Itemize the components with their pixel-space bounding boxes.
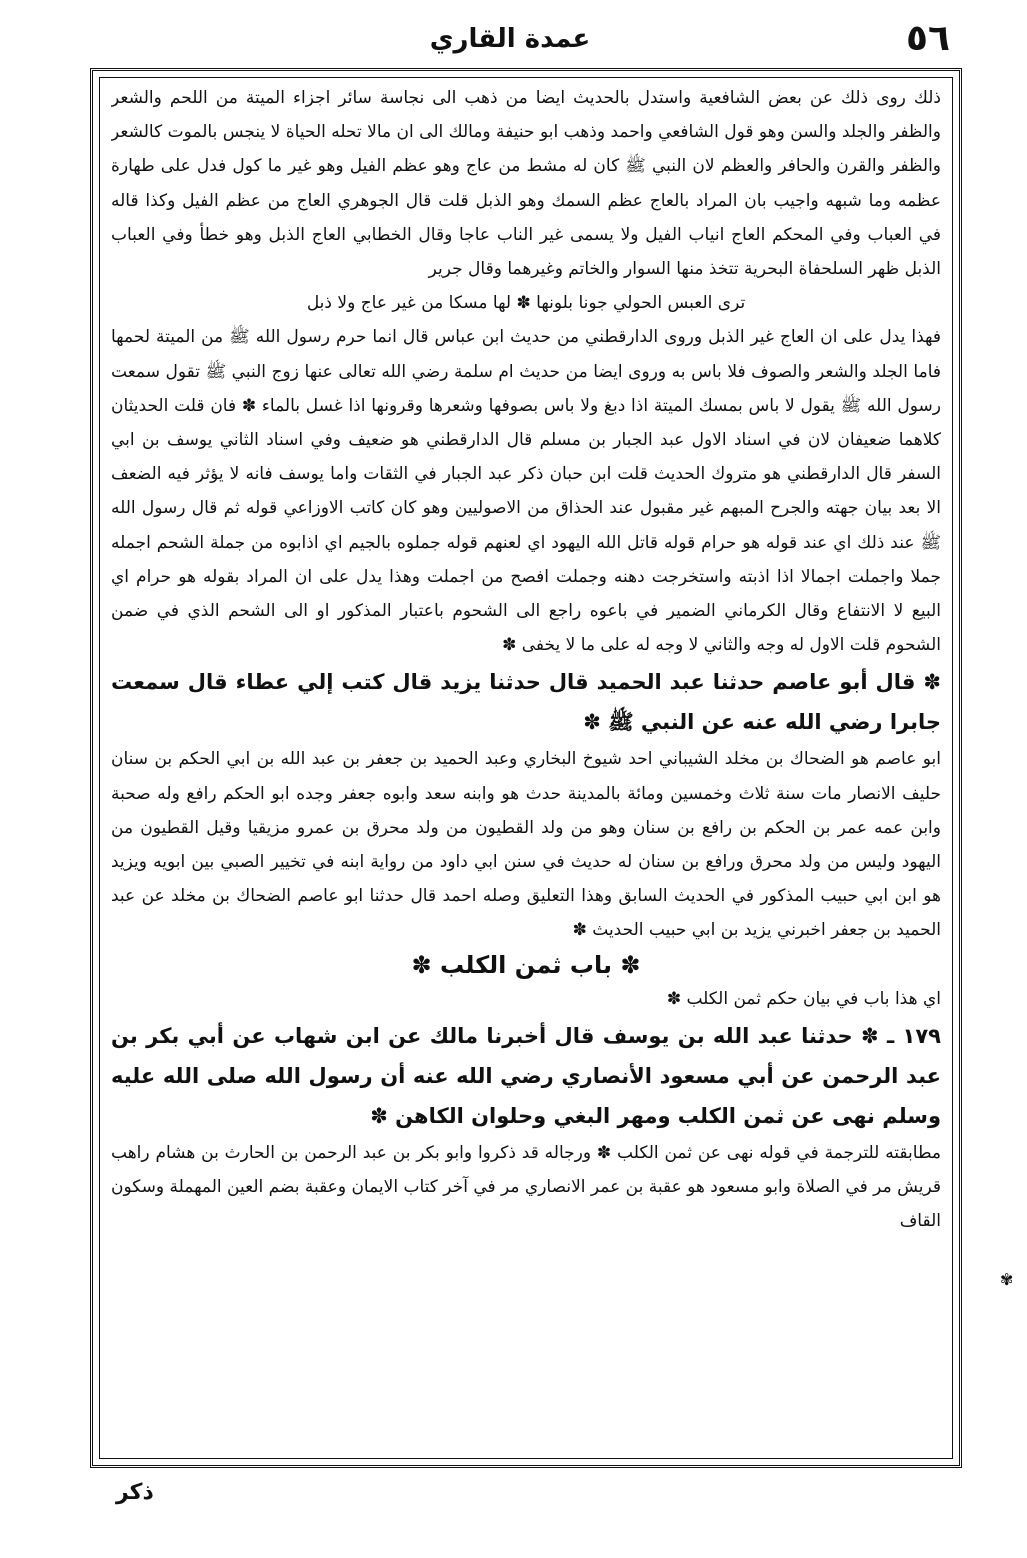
poetry-verse: ترى العبس الحولي جونا بلونها ✽ لها مسكا من غير عاج ولا ذبل [306,293,746,314]
page-number: ٥٦ [906,18,950,59]
chapter-heading: ✽ باب ثمن الكلب ✽ [411,950,641,979]
commentary-paragraph-4: مطابقته للترجمة في قوله نهى عن ثمن الكلب ✽ ورجاله قد ذكروا وابو بكر بن عبد الرحمن بن الحارث بن هشام راهب قريش مر في الصلاة وابو مسعود هو عقبة بن عمر الانصاري مر في آخر كتاب الايمان وعقبة بضم العين المهملة وسكون القاف [111,1143,941,1232]
page-header [70,18,950,62]
commentary-paragraph-1: ذلك روى ذلك عن بعض الشافعية واستدل بالحديث ايضا من ذهب الى نجاسة سائر اجزاء الميتة من اللحم والشعر والظفر والجلد والسن وهو قول الشافعي واحمد وذهب ابو حنيفة ومالك الى ان مالا تحله الحياة لا ينجس بالموت كالشعر والظفر والقرن والحافر والعظم لان النبي ﷺ كان له مشط من عاج وهو عظم الفيل وهو غير ما كول فدل على طهارة عظمه وما شبهه واجيب بان المراد بالعاج عظم السمك وهو الذبل قلت قال الجوهري العاج من عظم الفيل وكذا قاله في العباب وفي المحكم العاج انياب الفيل ولا يسمى غير الناب عاجا وقال الخطابي العاج الذبل وهو خطأ وفي العباب الذبل ظهر السلحفاة البحرية تتخذ منها السوار والخاتم وغيرهما وقال جرير [111,88,941,280]
text-frame [90,68,962,1468]
margin-ornament-icon: ✾ [1000,1270,1014,1289]
catchword: ذكر [116,1480,154,1505]
running-title: عمدة القاري [429,24,591,54]
page-body [111,81,941,1455]
hadith-text-1: ✽ قال أبو عاصم حدثنا عبد الحميد قال حدثنا يزيد قال كتب إلي عطاء قال سمعت جابرا رضي الله عنه عن النبي ﷺ ✽ [111,670,941,735]
commentary-paragraph-3: ابو عاصم هو الضحاك بن مخلد الشيباني احد شيوخ البخاري وعبد الحميد بن جعفر بن عبد الله بن ابي الحكم بن سنان حليف الانصار مات سنة ثلاث وخمسين ومائة بالمدينة حدث هو وابنه سعد وابوه جعفر وجده ابو الحكم رافع وله صحبة وابن عمه عمر بن الحكم بن رافع بن سنان وهو من ولد القطيون من ولد محرق بن عمرو مزيقيا وقيل القطيون من اليهود وليس من ولد محرق ورافع بن سنان له حديث في سنن ابي داود من رواية ابنه في تخيير الصبي بين ابويه ويزيد هو ابن ابي حبيب المذكور في الحديث السابق وهذا التعليق وصله احمد قال حدثنا ابو عاصم الضحاك بن مخلد عن عبد الحميد بن جعفر اخبرني يزيد بن ابي حبيب الحديث ✽ [111,749,941,941]
hadith-text-2: ١٧٩ ـ ✽ حدثنا عبد الله بن يوسف قال أخبرنا مالك عن ابن شهاب عن أبي بكر بن عبد الرحمن عن أبي مسعود الأنصاري رضي الله عنه أن رسول الله صلى الله عليه وسلم نهى عن ثمن الكلب ومهر البغي وحلوان الكاهن ✽ [111,1024,941,1129]
chapter-explanation: اي هذا باب في بيان حكم ثمن الكلب ✽ [666,988,941,1009]
commentary-paragraph-2: فهذا يدل على ان العاج غير الذبل وروى الدارقطني من حديث ابن عباس قال انما حرم رسول الله ﷺ من الميتة لحمها فاما الجلد والشعر والصوف فلا باس به وروى ايضا من حديث ام سلمة رضي الله تعالى عنها زوج النبي ﷺ تقول سمعت رسول الله ﷺ يقول لا باس بمسك الميتة اذا دبغ ولا باس بصوفها وشعرها وقرونها اذا غسل بالماء ✽ فان قلت الحديثان كلاهما ضعيفان لان في اسناد الاول عبد الجبار بن مسلم قال الدارقطني هو ضعيف وفي اسناد الثاني يوسف بن ابي السفر قال الدارقطني هو متروك الحديث قلت ابن حبان ذكر عبد الجبار في الثقات واما يوسف فانه لا يؤثر فيه الضعف الا بعد بيان جهته والجرح المبهم غير مقبول عند الحذاق من الاصوليين وهو كان كاتب الاوزاعي قوله ثم قال رسول الله ﷺ عند ذلك اي عند قوله هو حرام قوله قاتل الله اليهود اي لعنهم قوله جملوه بالجيم اي اذابوه من جملة الشحم اجمله جملا واجملت اجمالا اذا اذبته واستخرجت دهنه وجملت افصح من اجملت وهذا يدل على ان المراد بقوله هو حرام اي البيع لا الانتفاع وقال الكرماني الضمير في باعوه راجع الى الشحوم باعتبار المذكور او الى الشحم الذي في ضمن الشحوم قلت الاول له وجه والثاني لا وجه له على ما لا يخفى ✽ [111,327,941,656]
